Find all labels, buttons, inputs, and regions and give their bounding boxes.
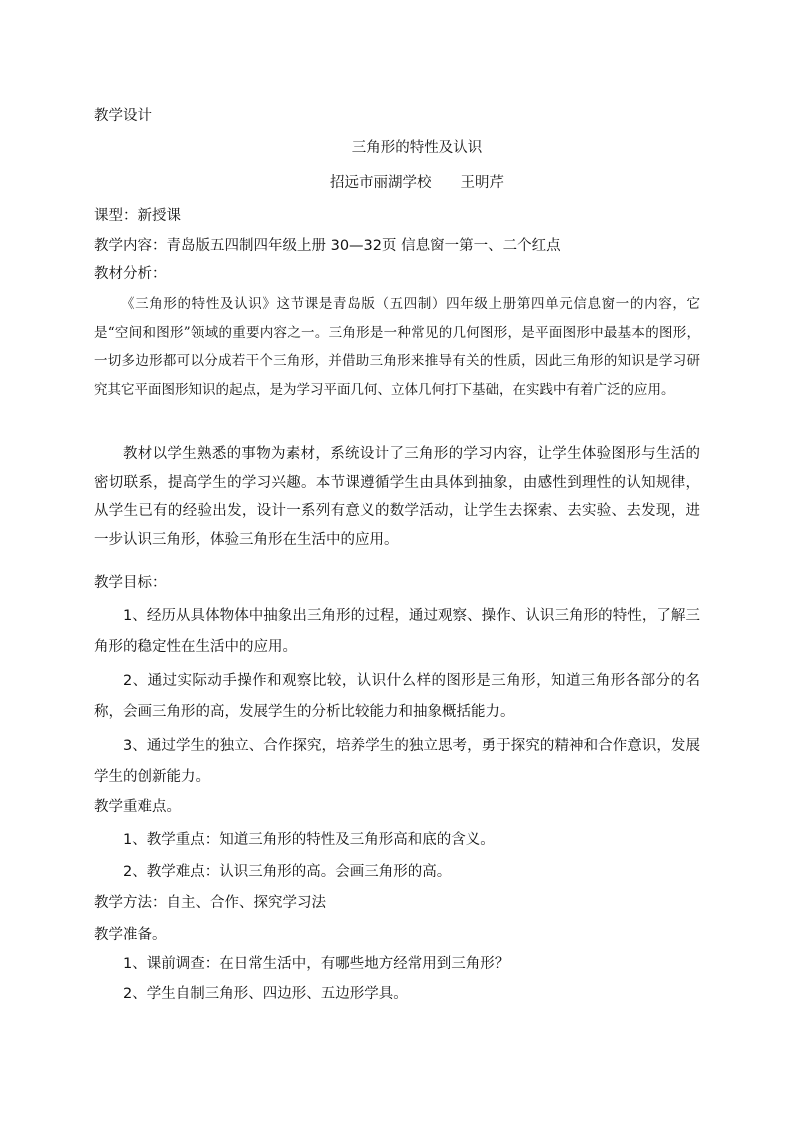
lesson-type: 课型：新授课 <box>94 208 181 224</box>
prep-1: 1、课前调查：在日常生活中，有哪些地方经常用到三角形？ <box>123 956 510 972</box>
teaching-method: 教学方法：自主、合作、探究学习法 <box>94 895 326 911</box>
keypoints-heading: 教学重难点。 <box>94 799 181 815</box>
keypoint-1: 1、教学重点：知道三角形的特性及三角形高和底的含义。 <box>123 832 495 848</box>
teaching-content: 教学内容：青岛版五四制四年级上册 30—32页 信息窗一第一、二个红点 <box>94 238 561 254</box>
analysis-paragraph-2: 教材以学生熟悉的事物为素材，系统设计了三角形的学习内容，让学生体验图形与生活的密切联系，提高学生的学习兴趣。本节课遵循学生由具体到抽象，由感性到理性的认知规律，从学生已有的经验出发，设计一系列有意义的数学活动，让学生去探索、去实验、去发现，进一步认识三角形，体验三角形在生活中的应用。 <box>94 446 700 548</box>
doc-author: 招远市丽湖学校 王明芹 <box>330 175 504 191</box>
prep-2: 2、学生自制三角形、四边形、五边形学具。 <box>123 986 408 1002</box>
goal-3: 3、通过学生的独立、合作探究，培养学生的独立思考，勇于探究的精神和合作意识，发展学生的创新能力。 <box>94 738 700 785</box>
goals-heading: 教学目标： <box>94 575 167 591</box>
analysis-heading: 教材分析： <box>94 266 167 282</box>
prep-heading: 教学准备。 <box>94 927 167 943</box>
doc-title: 三角形的特性及认识 <box>351 140 483 156</box>
keypoint-2: 2、教学难点：认识三角形的高。会画三角形的高。 <box>123 864 452 880</box>
doc-header: 教学设计 <box>94 108 152 124</box>
analysis-paragraph-1: 《三角形的特性及认识》这节课是青岛版（五四制）四年级上册第四单元信息窗一的内容，它是“空间和图形”领域的重要内容之一。三角形是一种常见的几何图形，是平面图形中最基本的图形，一切多边形都可以分成若干个三角形，并借助三角形来推导有关的性质，因此三角形的知识是学习研究其它平面图形知识的起点，是为学习平面几何、立体几何打下基础，在实践中有着广泛的应用。 <box>94 296 700 398</box>
goal-2: 2、通过实际动手操作和观察比较，认识什么样的图形是三角形，知道三角形各部分的名称，会画三角形的高，发展学生的分析比较能力和抽象概括能力。 <box>94 673 700 720</box>
goal-1: 1、经历从具体物体中抽象出三角形的过程，通过观察、操作、认识三角形的特性，了解三角形的稳定性在生活中的应用。 <box>94 608 700 655</box>
